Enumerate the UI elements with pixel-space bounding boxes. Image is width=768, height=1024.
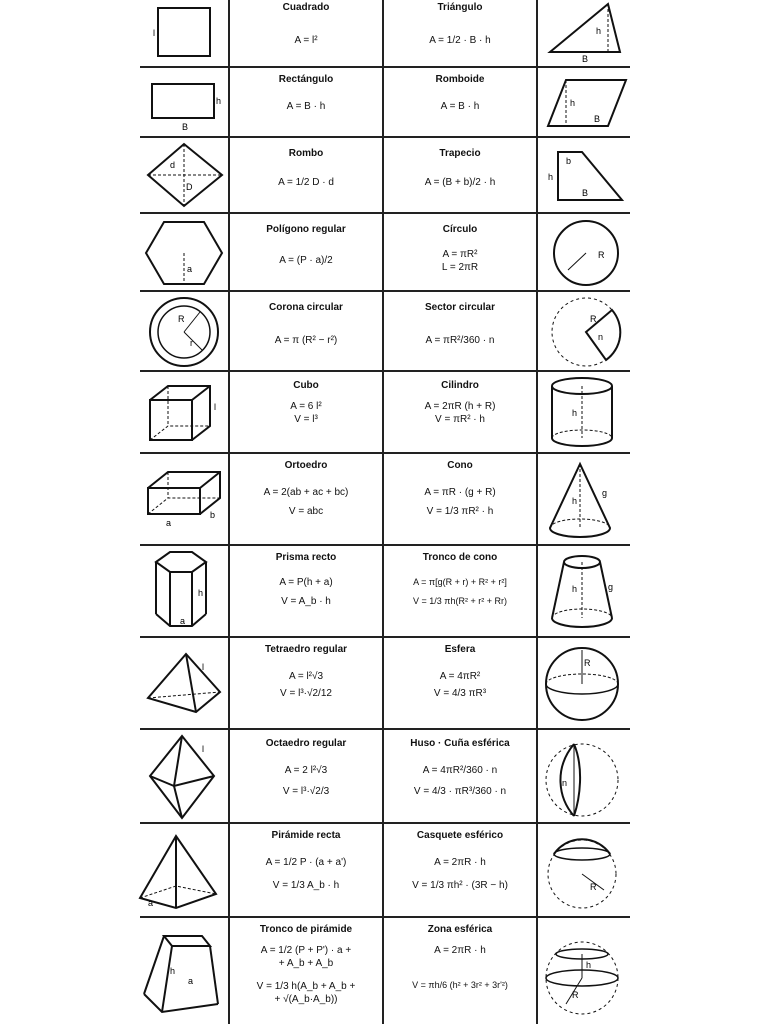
- circle-figure: [544, 218, 630, 288]
- row-divider: [140, 916, 630, 918]
- formula-cell: [386, 644, 534, 700]
- formula-cell: [232, 2, 380, 47]
- frustum-pyramid-figure: [140, 932, 224, 1018]
- rectangle-figure: [146, 76, 226, 134]
- formula-cell: [384, 924, 536, 992]
- formula-cell: [232, 830, 380, 892]
- shape-title: Cubo: [293, 380, 319, 391]
- formula-cell: [232, 302, 380, 347]
- formula-line: V = 1/3 h(A_b + A_b +: [256, 981, 356, 992]
- formula-line: A = 1/2 · B · h: [429, 35, 491, 46]
- row-divider: [140, 290, 630, 292]
- formula-cell: [386, 738, 534, 798]
- formula-cell: [386, 148, 534, 189]
- height-label: h: [198, 588, 204, 598]
- height-label: h: [570, 98, 576, 108]
- shape-title: Rombo: [288, 148, 324, 159]
- formula-line: A = 4πR²/360 · n: [422, 765, 498, 776]
- height-label: h: [586, 960, 592, 970]
- formula-cell: [384, 552, 536, 608]
- octahedron-figure: [146, 734, 220, 820]
- radius-label: R: [572, 990, 579, 1000]
- height-label: h: [170, 966, 176, 976]
- row-divider: [140, 66, 630, 68]
- formula-line: A = 2(ab + ac + bc): [263, 487, 349, 498]
- rhomboid-figure: [546, 74, 630, 134]
- cuboid-figure: [144, 466, 228, 528]
- formula-line: A = 1/2 P · (a + a'): [265, 857, 347, 868]
- formula-cell: [386, 380, 534, 426]
- formula-line: + √(A_b·A_b)): [274, 994, 338, 1005]
- formula-line: A = (B + b)/2 · h: [424, 177, 496, 188]
- formula-cell: [232, 644, 380, 700]
- formula-line: A = 2πR (h + R): [424, 401, 496, 412]
- formula-line: A = 1/2 (P + P') · a +: [260, 945, 352, 956]
- cube-figure: [146, 384, 226, 446]
- sector-figure: [542, 296, 630, 368]
- trapezoid-figure: [546, 146, 630, 208]
- formula-line: V = l³·√2/12: [280, 688, 332, 699]
- apothem-label: a: [148, 898, 154, 908]
- inner-radius-label: r: [190, 338, 193, 348]
- apothem-label: a: [188, 976, 194, 986]
- radius-label: R: [598, 250, 605, 260]
- base-label: B: [582, 54, 589, 64]
- formula-line: V = l³·√2/3: [282, 786, 330, 797]
- formula-line: + A_b + A_b: [278, 958, 334, 969]
- side-label: l: [153, 28, 155, 38]
- apothem-label: a: [180, 616, 186, 626]
- shape-title: Zona esférica: [427, 924, 493, 935]
- formula-line: A = π[g(R + r) + R² + r²]: [413, 577, 507, 587]
- formula-cell: [232, 148, 380, 189]
- shape-title: Octaedro regular: [265, 738, 347, 749]
- shape-title: Esfera: [444, 644, 476, 655]
- slant-label: g: [608, 582, 614, 592]
- formula-line: A = πR · (g + R): [424, 487, 496, 498]
- formula-line: A = l²√3: [288, 671, 324, 682]
- row-divider: [140, 544, 630, 546]
- spherical-wedge-figure: [544, 738, 622, 820]
- diagonal-label: d: [170, 160, 176, 170]
- base-label: B: [182, 122, 189, 132]
- formula-cell: [386, 830, 534, 892]
- row-divider: [140, 822, 630, 824]
- formula-line: A = (P · a)/2: [279, 255, 333, 266]
- shape-title: Triángulo: [437, 2, 483, 13]
- shape-title: Ortoedro: [284, 460, 328, 471]
- shape-title: Corona circular: [269, 302, 343, 313]
- edge-label: l: [202, 662, 204, 672]
- shape-title: Tronco de cono: [422, 552, 498, 563]
- shape-title: Tetraedro regular: [264, 644, 348, 655]
- top-base-label: b: [566, 156, 572, 166]
- formula-line: A = B · h: [286, 101, 326, 112]
- spherical-cap-figure: [544, 830, 624, 912]
- row-divider: [140, 370, 630, 372]
- annulus-figure: [142, 296, 228, 368]
- shape-title: Círculo: [442, 224, 478, 235]
- radius-label: R: [584, 658, 591, 668]
- column-divider: [536, 0, 538, 1024]
- triangle-figure: [546, 2, 626, 62]
- formula-line: A = πR²: [442, 249, 478, 260]
- sphere-figure: [544, 644, 624, 724]
- formula-line: V = abc: [288, 506, 324, 517]
- column-divider: [228, 0, 230, 1024]
- formula-cell: [232, 74, 380, 113]
- shape-title: Cuadrado: [282, 2, 330, 13]
- height-label: h: [572, 408, 578, 418]
- angle-label: n: [562, 778, 568, 788]
- height-label: h: [572, 584, 578, 594]
- formula-line: V = πR² · h: [435, 414, 485, 425]
- column-divider: [382, 0, 384, 1024]
- spherical-zone-figure: [544, 934, 624, 1018]
- base-label: B: [594, 114, 601, 124]
- tetrahedron-figure: [146, 650, 226, 716]
- formula-cell: [386, 2, 534, 47]
- row-divider: [140, 136, 630, 138]
- formula-cell: [232, 460, 380, 518]
- square-figure: [150, 6, 220, 62]
- apothem-label: a: [187, 264, 193, 274]
- formula-line: V = A_b · h: [281, 596, 331, 607]
- shape-title: Casquete esférico: [416, 830, 504, 841]
- edge-label: l: [214, 402, 216, 412]
- formula-line: V = 1/3 A_b · h: [272, 880, 340, 891]
- shape-title: Rectángulo: [278, 74, 334, 85]
- edge-label: l: [202, 744, 204, 754]
- slant-label: g: [602, 488, 608, 498]
- shape-title: Cono: [447, 460, 473, 471]
- formula-line: V = 1/3 πR² · h: [426, 506, 494, 517]
- formula-line: L = 2πR: [441, 262, 479, 273]
- formula-line: V = 4/3 · πR³/360 · n: [413, 786, 507, 797]
- formula-line: A = π (R² − r²): [274, 335, 338, 346]
- formula-cell: [232, 380, 380, 426]
- formula-cell: [232, 552, 380, 608]
- formula-line: V = 1/3 πh(R² + r² + Rr): [413, 596, 507, 606]
- width-label: b: [210, 510, 216, 520]
- formula-line: A = B · h: [440, 101, 480, 112]
- formula-cell: [232, 738, 380, 798]
- formula-cell: [386, 74, 534, 113]
- shape-title: Trapecio: [439, 148, 481, 159]
- formula-line: V = 4/3 πR³: [433, 688, 487, 699]
- formula-line: A = 6 l²: [290, 401, 322, 412]
- hexagon-figure: [144, 220, 228, 286]
- cone-figure: [544, 460, 618, 542]
- radius-label: R: [590, 314, 597, 324]
- length-label: a: [166, 518, 172, 528]
- height-label: h: [596, 26, 602, 36]
- formula-line: A = l²: [294, 35, 318, 46]
- row-divider: [140, 452, 630, 454]
- formula-line: A = 2πR · h: [434, 945, 486, 956]
- height-label: h: [572, 496, 578, 506]
- shape-title: Sector circular: [424, 302, 496, 313]
- outer-radius-label: R: [178, 314, 185, 324]
- cylinder-figure: [548, 376, 618, 450]
- formula-line: V = 1/3 πh² · (3R − h): [412, 880, 508, 891]
- diagonal-label: D: [186, 182, 193, 192]
- formula-line: A = 1/2 D · d: [278, 177, 334, 188]
- formula-cell: [386, 302, 534, 347]
- base-label: B: [582, 188, 589, 198]
- shape-title: Polígono regular: [266, 224, 346, 235]
- shape-title: Romboide: [435, 74, 485, 85]
- angle-label: n: [598, 332, 604, 342]
- pyramid-figure: [136, 834, 224, 912]
- formula-cell: [232, 924, 380, 1006]
- formula-line: A = P(h + a): [279, 577, 333, 588]
- shape-title: Prisma recto: [275, 552, 337, 563]
- formula-line: A = 2 l²√3: [284, 765, 328, 776]
- rhombus-figure: [146, 142, 228, 208]
- formula-cell: [386, 224, 534, 274]
- formula-line: V = l³: [294, 414, 318, 425]
- formula-line: V = πh/6 (h² + 3r² + 3r'²): [412, 980, 508, 990]
- prism-figure: [152, 548, 216, 632]
- row-divider: [140, 212, 630, 214]
- formula-cell: [232, 224, 380, 267]
- shape-title: Huso · Cuña esférica: [410, 738, 510, 749]
- height-label: h: [548, 172, 554, 182]
- row-divider: [140, 636, 630, 638]
- radius-label: R: [590, 882, 597, 892]
- formula-cell: [386, 460, 534, 518]
- formula-line: A = πR²/360 · n: [425, 335, 495, 346]
- frustum-cone-figure: [548, 552, 620, 634]
- formula-line: A = 4πR²: [439, 671, 481, 682]
- shape-title: Pirámide recta: [271, 830, 341, 841]
- shape-title: Tronco de pirámide: [259, 924, 353, 935]
- shape-title: Cilindro: [441, 380, 479, 391]
- height-label: h: [216, 96, 222, 106]
- row-divider: [140, 728, 630, 730]
- formula-line: A = 2πR · h: [434, 857, 486, 868]
